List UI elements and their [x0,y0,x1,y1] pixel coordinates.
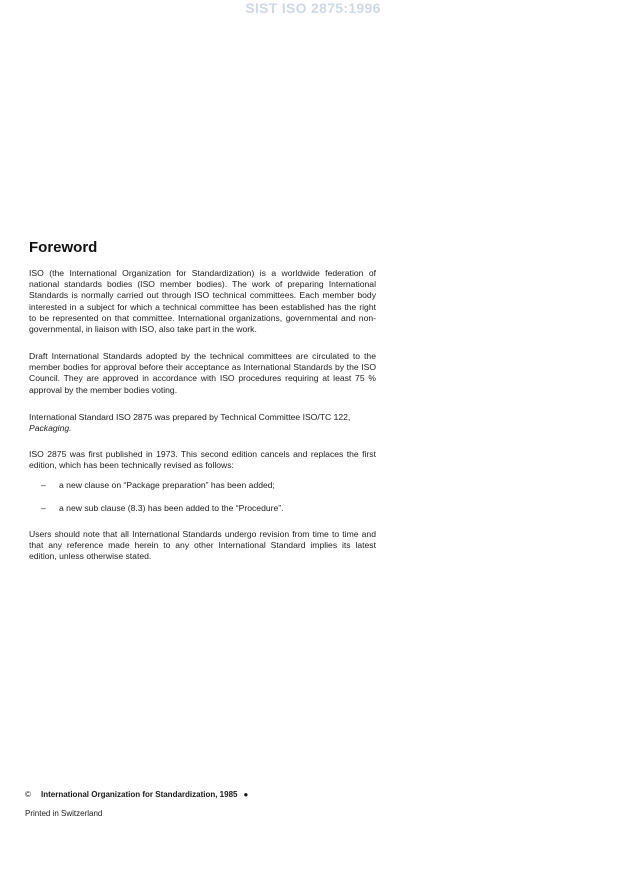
list-item [41,480,376,491]
copyright-text: International Organization for Standardization, 1985 [41,790,238,799]
watermark-text: SIST ISO 2875:1996 [245,0,381,16]
list-item-text: a new clause on “Package preparation” has been added; [59,480,275,490]
list-bullet: – [41,503,46,513]
foreword-paragraph-edition: ISO 2875 was first published in 1973. This second edition cancels and replaces the first edition, which has been technically revised as follows: [29,449,376,471]
foreword-paragraph-users: Users should note that all International Standards undergo revision from time to time and that any reference made herein to any other International Standard implies its latest edition, unless otherwise stated. [29,529,376,562]
committee-sentence: International Standard ISO 2875 was prepared by Technical Committee ISO/TC 122, [29,412,351,422]
printed-in-text: Printed in Switzerland [25,809,103,818]
committee-name: Packaging. [29,423,72,434]
list-bullet: – [41,480,46,490]
foreword-heading: Foreword [29,239,98,256]
list-item [41,503,376,514]
foreword-paragraph-drafts: Draft International Standards adopted by the technical committees are circulated to the member bodies for approval before their acceptance as International Standards by the ISO Council. They are approved in accordance with ISO procedures requiring at least 75 % approval by the member bodies voting. [29,351,376,395]
copyright-icon: © [25,790,31,799]
copyright-line [25,790,248,799]
bullet-dot-icon: ● [243,790,249,799]
foreword-paragraph-iso: ISO (the International Organization for Standardization) is a worldwide federation of national standards bodies (ISO member bodies). The work of preparing International Standards is normally carried out through ISO technical committees. Each member body interested in a subject for which a technical committee has been established has the right to be represented on that committee. International organizations, governmental and non-governmental, in liaison with ISO, also take part in the work. [29,268,376,335]
list-item-text: a new sub clause (8.3) has been added to the “Procedure”. [59,503,284,513]
foreword-paragraph-committee [29,412,376,434]
